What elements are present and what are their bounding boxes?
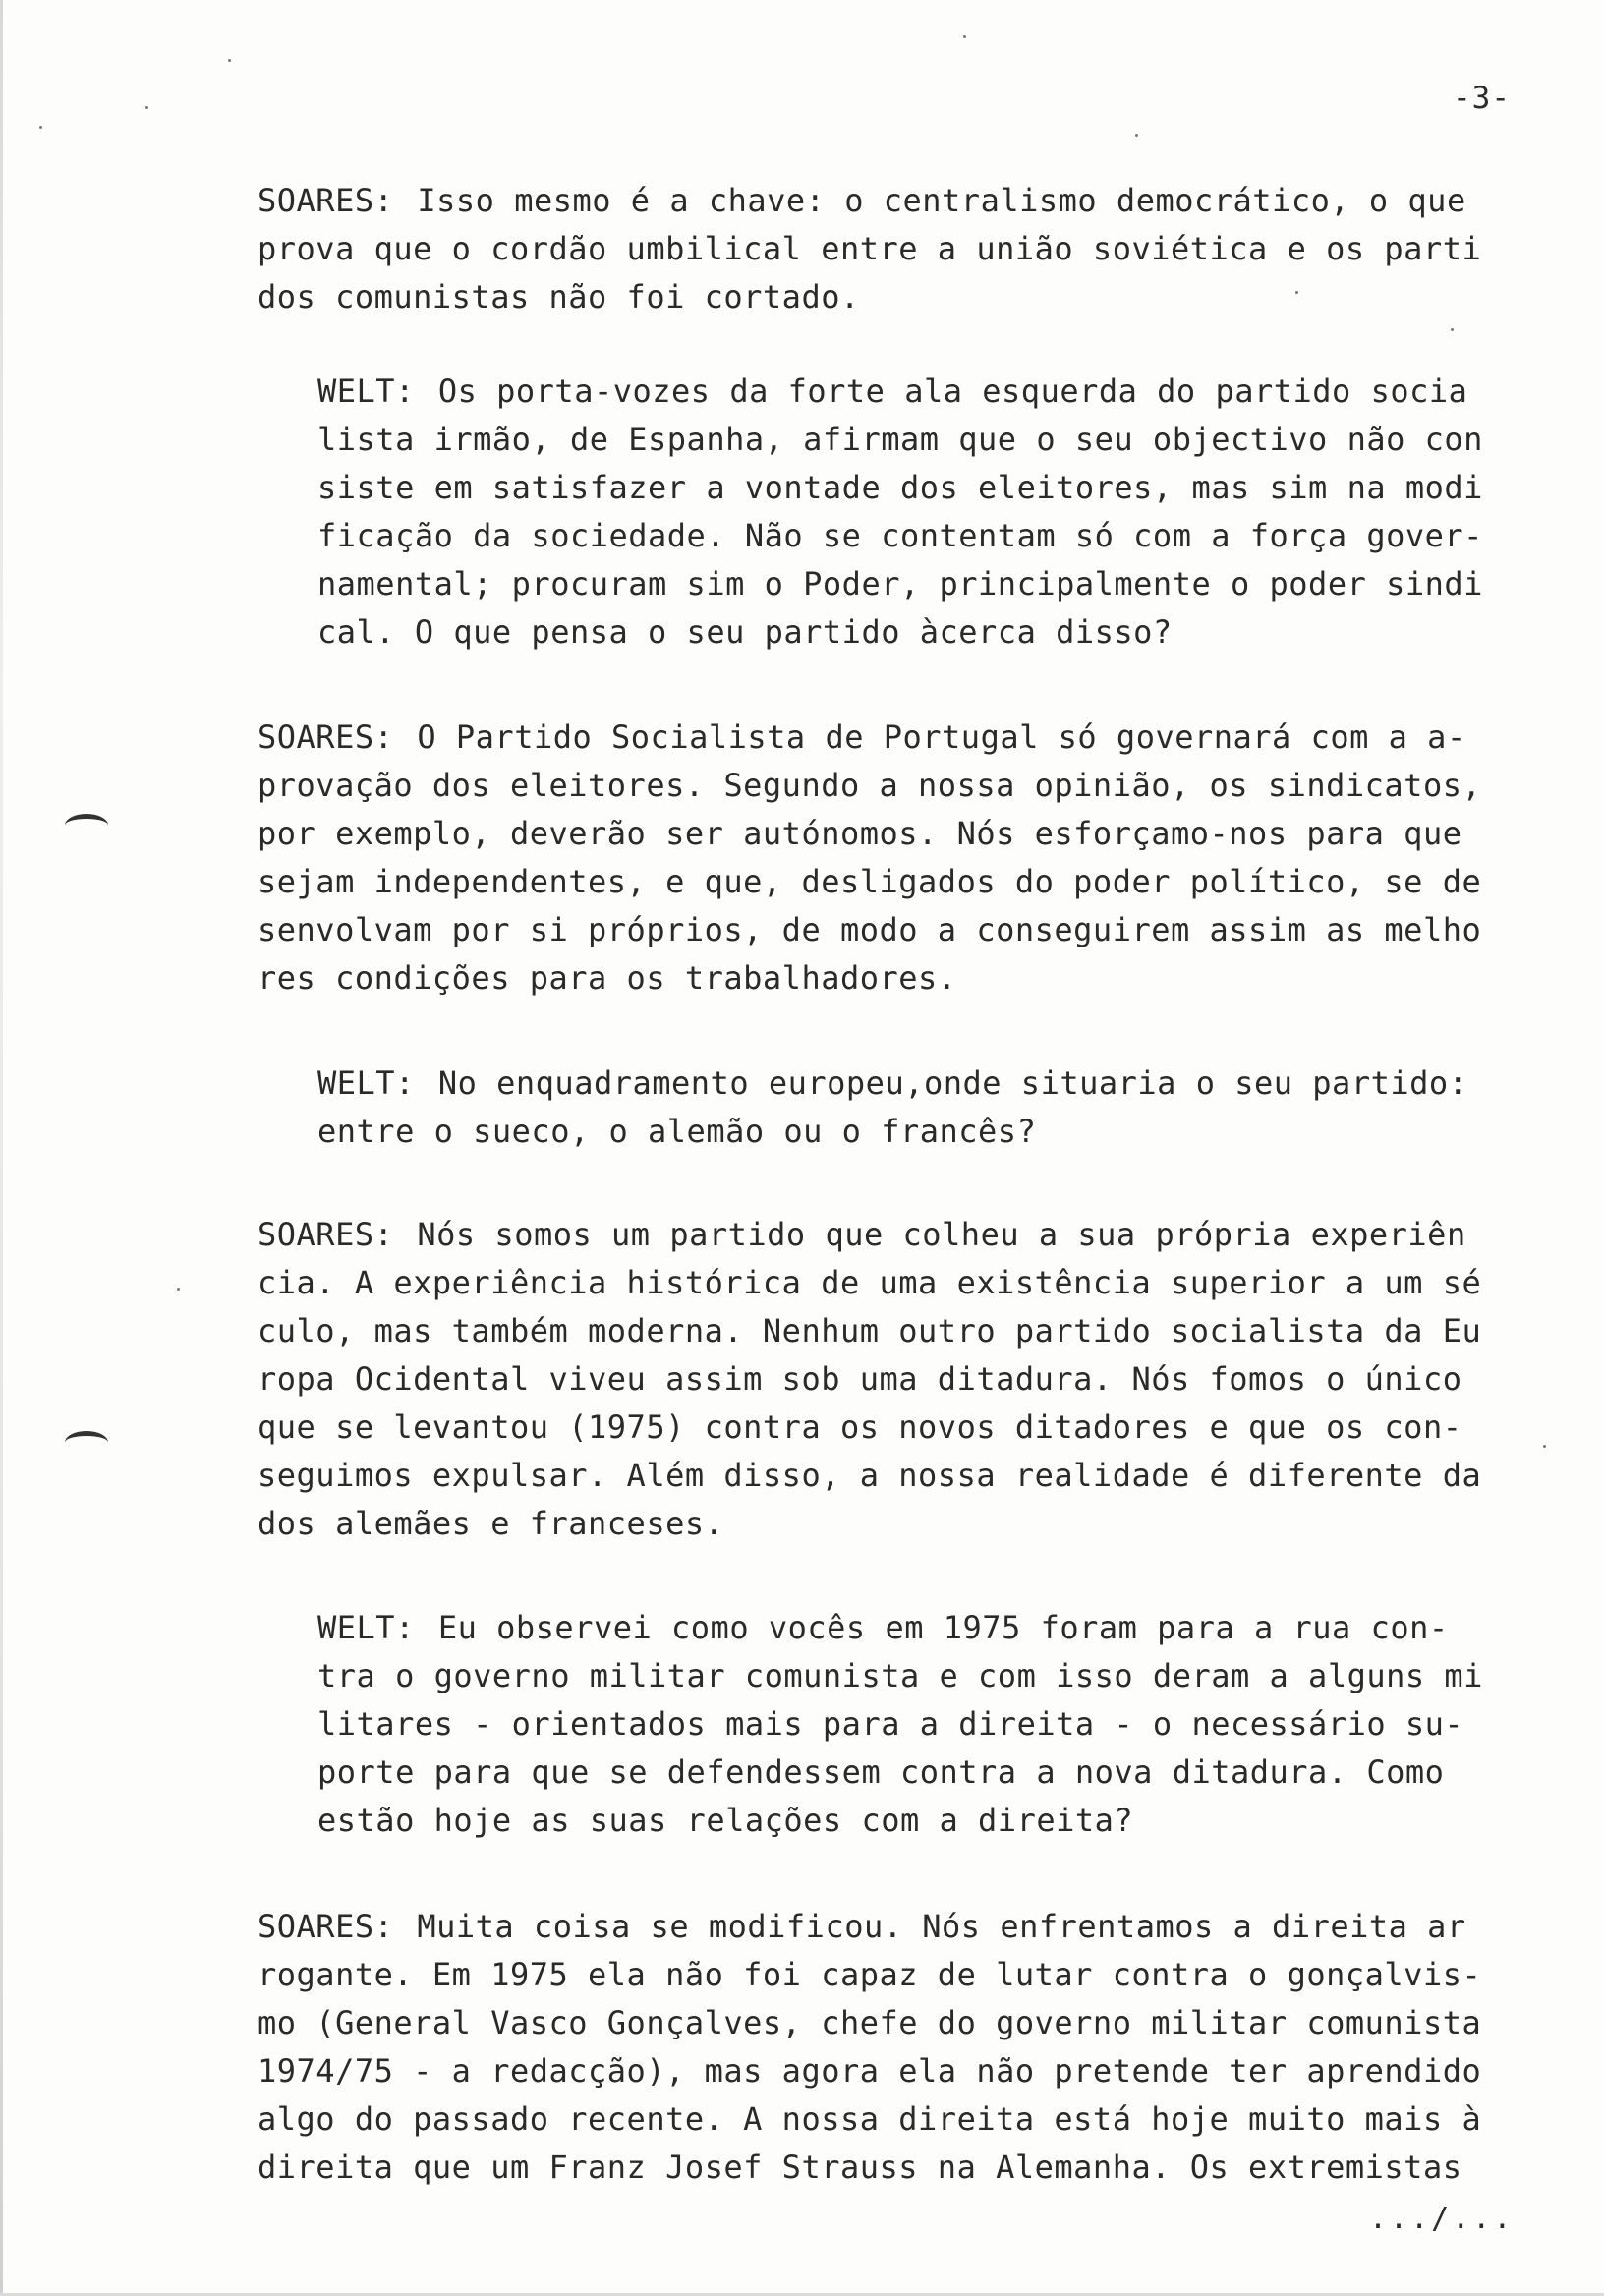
paragraph-line: provação dos eleitores. Segundo a nossa opinião, os sindicatos, — [258, 767, 1482, 804]
line-text: Muita coisa se modificou. Nós enfrentamos a direita ar — [417, 1908, 1466, 1945]
paragraph-line — [258, 1903, 1516, 1951]
scan-speck — [1451, 328, 1454, 331]
punch-hole-mark — [65, 1431, 108, 1454]
scan-speck — [177, 1288, 180, 1291]
paragraph-line — [258, 1211, 1516, 1259]
paragraph-line: seguimos expulsar. Além disso, a nossa realidade é diferente da — [258, 1457, 1482, 1494]
speaker-label: WELT: — [317, 1064, 415, 1102]
line-text: O Partido Socialista de Portugal só governará com a a- — [417, 718, 1466, 756]
paragraph-line: litares - orientados mais para a direita - o necessário su- — [317, 1705, 1464, 1743]
paragraph-line — [317, 1604, 1517, 1652]
line-text: Eu observei como vocês em 1975 foram para a rua con- — [437, 1609, 1449, 1646]
paragraph-line: prova que o cordão umbilical entre a união soviética e os parti — [258, 230, 1482, 267]
paragraph-line: por exemplo, deverão ser autónomos. Nós esforçamo-nos para que — [258, 815, 1462, 852]
speaker-label: SOARES: — [258, 182, 394, 219]
page-left-edge — [0, 0, 3, 2296]
page-number: -3- — [1453, 81, 1511, 116]
interview-paragraph-welt-3 — [317, 1604, 1517, 1845]
interview-paragraph-welt-2 — [317, 1060, 1517, 1156]
line-text: Os porta-vozes da forte ala esquerda do partido socia — [437, 373, 1468, 410]
punch-hole-mark — [65, 814, 108, 836]
paragraph-line: algo do passado recente. A nossa direita está hoje muito mais à — [258, 2100, 1482, 2138]
interview-paragraph-welt-1 — [317, 368, 1517, 657]
paragraph-line: senvolvam por si próprios, de modo a conseguirem assim as melho — [258, 911, 1482, 948]
paragraph-line: sejam independentes, e que, desligados do poder político, se de — [258, 863, 1482, 900]
speaker-label: SOARES: — [258, 718, 394, 756]
continuation-marker: .../... — [1369, 2202, 1515, 2236]
paragraph-line: siste em satisfazer a vontade dos eleitores, mas sim na modi — [317, 469, 1483, 506]
paragraph-line: ropa Ocidental viveu assim sob uma ditadura. Nós fomos o único — [258, 1360, 1462, 1398]
paragraph-line: estão hoje as suas relações com a direita? — [317, 1802, 1134, 1839]
paragraph-line — [317, 1060, 1517, 1108]
scan-speck — [1543, 1445, 1546, 1448]
scan-speck — [39, 126, 42, 129]
line-text: Nós somos um partido que colheu a sua própria experiên — [417, 1216, 1466, 1253]
line-text: Isso mesmo é a chave: o centralismo democrático, o que — [417, 182, 1466, 219]
interview-paragraph-soares-1 — [258, 177, 1516, 321]
paragraph-line — [317, 368, 1517, 416]
paragraph-line — [258, 177, 1516, 225]
interview-paragraph-soares-4 — [258, 1903, 1516, 2192]
paragraph-line: lista irmão, de Espanha, afirmam que o seu objectivo não con — [317, 421, 1483, 458]
paragraph-line: mo (General Vasco Gonçalves, chefe do governo militar comunista — [258, 2004, 1482, 2041]
scan-speck — [228, 59, 231, 62]
paragraph-line: tra o governo militar comunista e com isso deram a alguns mi — [317, 1657, 1483, 1694]
speaker-label: WELT: — [317, 1609, 415, 1646]
paragraph-line: entre o sueco, o alemão ou o francês? — [317, 1113, 1037, 1150]
paragraph-line: 1974/75 - a redacção), mas agora ela não pretende ter aprendido — [258, 2052, 1482, 2090]
paragraph-line: culo, mas também moderna. Nenhum outro partido socialista da Eu — [258, 1312, 1482, 1349]
paragraph-line: que se levantou (1975) contra os novos ditadores e que os con- — [258, 1408, 1462, 1446]
speaker-label: WELT: — [317, 373, 415, 410]
line-text: No enquadramento europeu,onde situaria o seu partido: — [437, 1064, 1468, 1102]
interview-paragraph-soares-2 — [258, 714, 1516, 1003]
scan-speck — [963, 35, 966, 38]
interview-paragraph-soares-3 — [258, 1211, 1516, 1548]
paragraph-line: ficação da sociedade. Não se contentam só com a força gover- — [317, 517, 1483, 554]
speaker-label: SOARES: — [258, 1908, 394, 1945]
scan-speck — [145, 106, 148, 109]
paragraph-line: rogante. Em 1975 ela não foi capaz de lutar contra o gonçalvis- — [258, 1956, 1482, 1993]
paragraph-line: cal. O que pensa o seu partido àcerca disso? — [317, 613, 1173, 651]
paragraph-line: direita que um Franz Josef Strauss na Alemanha. Os extremistas — [258, 2149, 1462, 2186]
paragraph-line: dos alemães e franceses. — [258, 1505, 724, 1542]
paragraph-line — [258, 714, 1516, 762]
speaker-label: SOARES: — [258, 1216, 394, 1253]
paragraph-line: dos comunistas não foi cortado. — [258, 278, 860, 316]
paragraph-line: cia. A experiência histórica de uma existência superior a um sé — [258, 1264, 1482, 1301]
paragraph-line: res condições para os trabalhadores. — [258, 959, 957, 997]
paragraph-line: porte para que se defendessem contra a nova ditadura. Como — [317, 1753, 1445, 1791]
paragraph-line: namental; procuram sim o Poder, principalmente o poder sindi — [317, 565, 1483, 603]
scan-speck — [1135, 134, 1138, 137]
